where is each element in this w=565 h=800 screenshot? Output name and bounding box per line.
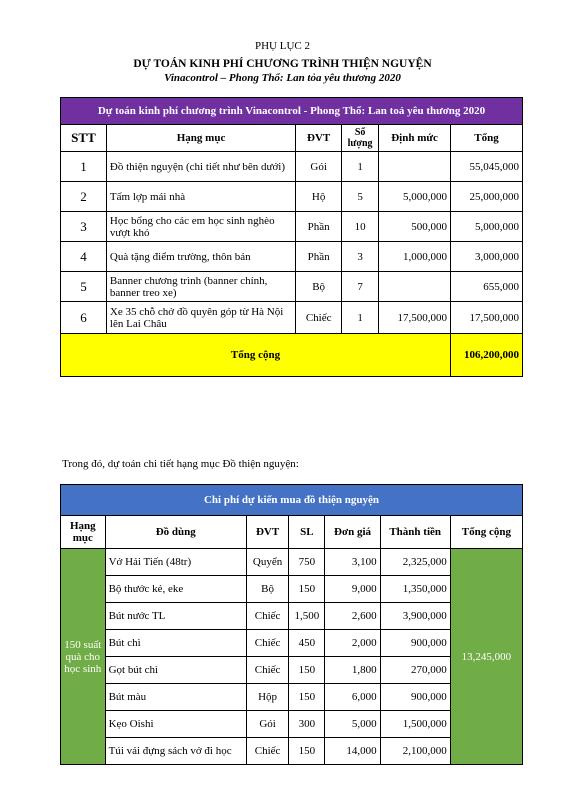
row-total: 3,000,000 bbox=[451, 242, 523, 272]
row-qty: 5 bbox=[342, 182, 379, 212]
row-rate bbox=[379, 272, 451, 302]
row-qty: 1 bbox=[342, 152, 379, 182]
row-stt: 3 bbox=[61, 212, 107, 242]
row-item: Tấm lợp mái nhà bbox=[106, 182, 295, 212]
row-item: Banner chương trình (banner chính, banner treo xe) bbox=[106, 272, 295, 302]
row-amount: 2,325,000 bbox=[380, 549, 450, 576]
group-total: 13,245,000 bbox=[450, 549, 522, 765]
total-label: Tổng cộng bbox=[61, 334, 451, 377]
row-qty: 750 bbox=[289, 549, 325, 576]
column-header: Thành tiền bbox=[380, 516, 450, 549]
row-item: Vở Hải Tiến (48tr) bbox=[105, 549, 246, 576]
row-total: 5,000,000 bbox=[451, 212, 523, 242]
row-stt: 5 bbox=[61, 272, 107, 302]
row-amount: 1,500,000 bbox=[380, 711, 450, 738]
row-amount: 900,000 bbox=[380, 684, 450, 711]
row-price: 1,800 bbox=[325, 657, 380, 684]
row-unit: Chiếc bbox=[246, 603, 288, 630]
row-unit: Hộ bbox=[296, 182, 342, 212]
row-qty: 150 bbox=[289, 657, 325, 684]
row-item: Bộ thước kẻ, eke bbox=[105, 576, 246, 603]
row-item: Bút chì bbox=[105, 630, 246, 657]
table-row bbox=[61, 242, 523, 272]
row-qty: 10 bbox=[342, 212, 379, 242]
row-qty: 450 bbox=[289, 630, 325, 657]
detail-table-caption: Chi phí dự kiến mua đồ thiện nguyện bbox=[61, 485, 523, 516]
table-row bbox=[61, 549, 523, 576]
column-header: ĐVT bbox=[246, 516, 288, 549]
row-amount: 3,900,000 bbox=[380, 603, 450, 630]
row-qty: 1,500 bbox=[289, 603, 325, 630]
row-rate: 500,000 bbox=[379, 212, 451, 242]
row-price: 6,000 bbox=[325, 684, 380, 711]
row-unit: Gói bbox=[246, 711, 288, 738]
row-unit: Chiếc bbox=[246, 738, 288, 765]
document-subtitle: Vinacontrol – Phong Thổ: Lan tỏa yêu thương 2020 bbox=[164, 72, 401, 84]
row-unit: Phần bbox=[296, 242, 342, 272]
column-header: Số lượng bbox=[342, 125, 379, 152]
total-value: 106,200,000 bbox=[451, 334, 523, 377]
row-item: Kẹo Oishi bbox=[105, 711, 246, 738]
table-row bbox=[61, 152, 523, 182]
column-header: ĐVT bbox=[296, 125, 342, 152]
row-price: 9,000 bbox=[325, 576, 380, 603]
group-label: 150 suất quà cho học sinh bbox=[61, 549, 106, 765]
row-unit: Bộ bbox=[246, 576, 288, 603]
document-title: DỰ TOÁN KINH PHÍ CHƯƠNG TRÌNH THIỆN NGUYỆN bbox=[133, 58, 432, 70]
budget-table-caption: Dự toán kinh phí chương trình Vinacontrol - Phong Thổ: Lan toả yêu thương 2020 bbox=[61, 98, 523, 125]
row-price: 14,000 bbox=[325, 738, 380, 765]
row-stt: 1 bbox=[61, 152, 107, 182]
row-qty: 3 bbox=[342, 242, 379, 272]
row-unit: Phần bbox=[296, 212, 342, 242]
row-item: Xe 35 chỗ chở đồ quyên góp từ Hà Nội lên Lai Châu bbox=[106, 302, 295, 334]
row-item: Học bổng cho các em học sinh nghèo vượt khó bbox=[106, 212, 295, 242]
row-qty: 150 bbox=[289, 576, 325, 603]
detail-table-header-row bbox=[61, 516, 523, 549]
row-unit: Bộ bbox=[296, 272, 342, 302]
row-qty: 150 bbox=[289, 684, 325, 711]
row-amount: 900,000 bbox=[380, 630, 450, 657]
row-total: 655,000 bbox=[451, 272, 523, 302]
table-row bbox=[61, 272, 523, 302]
table-row bbox=[61, 182, 523, 212]
row-price: 3,100 bbox=[325, 549, 380, 576]
row-item: Đồ thiện nguyện (chi tiết như bên dưới) bbox=[106, 152, 295, 182]
row-unit: Chiếc bbox=[246, 657, 288, 684]
row-total: 17,500,000 bbox=[451, 302, 523, 334]
appendix-label: PHỤ LỤC 2 bbox=[254, 40, 310, 52]
row-stt: 2 bbox=[61, 182, 107, 212]
row-total: 25,000,000 bbox=[451, 182, 523, 212]
column-header: Đơn giá bbox=[325, 516, 380, 549]
table-row bbox=[61, 302, 523, 334]
row-unit: Quyển bbox=[246, 549, 288, 576]
column-header: Hạng mục bbox=[61, 516, 106, 549]
row-item: Túi vải đựng sách vở đi học bbox=[105, 738, 246, 765]
row-qty: 7 bbox=[342, 272, 379, 302]
row-stt: 4 bbox=[61, 242, 107, 272]
row-amount: 270,000 bbox=[380, 657, 450, 684]
row-amount: 2,100,000 bbox=[380, 738, 450, 765]
row-rate: 5,000,000 bbox=[379, 182, 451, 212]
row-unit: Chiếc bbox=[246, 630, 288, 657]
row-qty: 300 bbox=[289, 711, 325, 738]
row-rate: 17,500,000 bbox=[379, 302, 451, 334]
budget-table bbox=[60, 97, 523, 377]
detail-table bbox=[60, 484, 523, 765]
column-header: Hạng mục bbox=[106, 125, 295, 152]
row-item: Bút nước TL bbox=[105, 603, 246, 630]
row-price: 2,600 bbox=[325, 603, 380, 630]
row-stt: 6 bbox=[61, 302, 107, 334]
column-header: Định mức bbox=[379, 125, 451, 152]
row-item: Quà tặng điểm trường, thôn bản bbox=[106, 242, 295, 272]
row-amount: 1,350,000 bbox=[380, 576, 450, 603]
row-item: Gọt bút chì bbox=[105, 657, 246, 684]
row-unit: Chiếc bbox=[296, 302, 342, 334]
column-header: SL bbox=[289, 516, 325, 549]
row-qty: 1 bbox=[342, 302, 379, 334]
column-header: Tổng cộng bbox=[450, 516, 522, 549]
column-header: STT bbox=[61, 125, 107, 152]
row-qty: 150 bbox=[289, 738, 325, 765]
row-price: 5,000 bbox=[325, 711, 380, 738]
row-price: 2,000 bbox=[325, 630, 380, 657]
table-row bbox=[61, 212, 523, 242]
column-header: Tổng bbox=[451, 125, 523, 152]
row-total: 55,045,000 bbox=[451, 152, 523, 182]
row-rate bbox=[379, 152, 451, 182]
row-unit: Gói bbox=[296, 152, 342, 182]
detail-intro-text: Trong đó, dự toán chi tiết hạng mục Đồ thiện nguyện: bbox=[62, 458, 299, 470]
budget-table-header-row bbox=[61, 125, 523, 152]
row-item: Bút màu bbox=[105, 684, 246, 711]
column-header: Đồ dùng bbox=[105, 516, 246, 549]
row-unit: Hộp bbox=[246, 684, 288, 711]
row-rate: 1,000,000 bbox=[379, 242, 451, 272]
total-row bbox=[61, 334, 523, 377]
